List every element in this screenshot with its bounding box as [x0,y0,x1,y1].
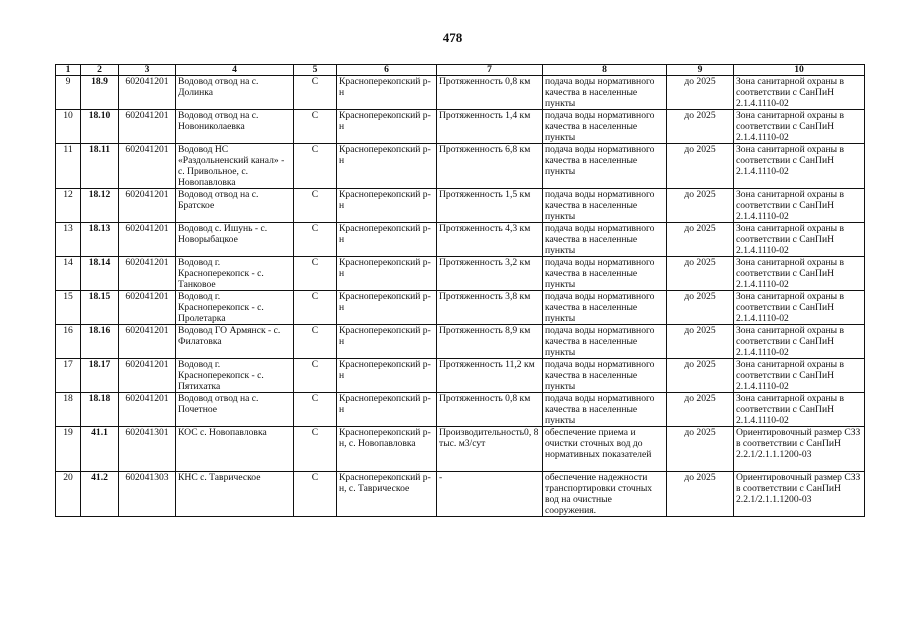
object-characteristic: Протяженность 4,3 км [437,223,543,257]
table-row [56,76,865,110]
object-term: до 2025 [667,325,734,359]
row-number: 19 [56,427,81,472]
table-row [56,257,865,291]
object-name: Водовод отвод на с. Новониколаевка [176,110,294,144]
object-zone: Зона санитарной охраны в соответствии с СанПиН 2.1.4.1110-02 [734,257,865,291]
object-characteristic: Протяженность 0,8 км [437,76,543,110]
object-location: Красноперекопский р-н, с. Таврическое [337,472,437,517]
column-header: 3 [119,65,176,76]
table-header [56,65,865,76]
table-row [56,359,865,393]
table-row [56,223,865,257]
object-term: до 2025 [667,144,734,189]
object-code: 41.1 [81,427,119,472]
object-zone: Зона санитарной охраны в соответствии с СанПиН 2.1.4.1110-02 [734,76,865,110]
table-row [56,291,865,325]
table-row [56,110,865,144]
row-number: 16 [56,325,81,359]
object-purpose: подача воды нормативного качества в населенные пункты [543,223,667,257]
object-characteristic: Протяженность 1,5 км [437,189,543,223]
column-header: 9 [667,65,734,76]
object-code: 18.14 [81,257,119,291]
object-characteristic: - [437,472,543,517]
object-location: Красноперекопский р-н [337,257,437,291]
object-characteristic: Протяженность 1,4 км [437,110,543,144]
object-status: С [294,257,337,291]
object-purpose: подача воды нормативного качества в населенные пункты [543,291,667,325]
object-purpose: подача воды нормативного качества в населенные пункты [543,393,667,427]
object-status: С [294,223,337,257]
object-code: 18.13 [81,223,119,257]
object-zone: Зона санитарной охраны в соответствии с СанПиН 2.1.4.1110-02 [734,223,865,257]
object-name: Водовод отвод на с. Братское [176,189,294,223]
object-code: 18.12 [81,189,119,223]
object-code: 18.18 [81,393,119,427]
object-status: С [294,144,337,189]
row-number: 10 [56,110,81,144]
object-purpose: подача воды нормативного качества в населенные пункты [543,76,667,110]
object-characteristic: Протяженность 3,2 км [437,257,543,291]
page-number: 478 [442,30,463,45]
object-name: Водовод г. Красноперекопск - с. Танковое [176,257,294,291]
object-classifier: 602041301 [119,427,176,472]
object-status: С [294,325,337,359]
object-characteristic: Протяженность 11,2 км [437,359,543,393]
object-code: 18.15 [81,291,119,325]
column-header: 8 [543,65,667,76]
row-number: 13 [56,223,81,257]
object-classifier: 602041201 [119,325,176,359]
object-name: Водовод отвод на с. Почетное [176,393,294,427]
object-location: Красноперекопский р-н [337,76,437,110]
object-zone: Зона санитарной охраны в соответствии с СанПиН 2.1.4.1110-02 [734,110,865,144]
object-term: до 2025 [667,359,734,393]
row-number: 14 [56,257,81,291]
object-location: Красноперекопский р-н [337,325,437,359]
object-name: Водовод отвод на с. Долинка [176,76,294,110]
object-characteristic: Производительность0, 8 тыс. м3/сут [437,427,543,472]
object-term: до 2025 [667,472,734,517]
column-header: 6 [337,65,437,76]
row-number: 15 [56,291,81,325]
object-location: Красноперекопский р-н [337,110,437,144]
object-location: Красноперекопский р-н [337,359,437,393]
object-classifier: 602041201 [119,393,176,427]
table-row [56,472,865,517]
object-location: Красноперекопский р-н [337,291,437,325]
table-row [56,393,865,427]
column-header: 10 [734,65,865,76]
objects-table [55,64,865,517]
object-code: 18.11 [81,144,119,189]
object-term: до 2025 [667,76,734,110]
object-classifier: 602041201 [119,110,176,144]
column-header: 2 [81,65,119,76]
object-zone: Зона санитарной охраны в соответствии с СанПиН 2.1.4.1110-02 [734,144,865,189]
object-zone: Ориентировочный размер СЗЗ в соответствии с СанПиН 2.2.1/2.1.1.1200-03 [734,427,865,472]
object-classifier: 602041201 [119,359,176,393]
object-purpose: подача воды нормативного качества в населенные пункты [543,359,667,393]
object-classifier: 602041201 [119,223,176,257]
table-row [56,144,865,189]
object-purpose: подача воды нормативного качества в населенные пункты [543,257,667,291]
object-status: С [294,291,337,325]
object-code: 18.17 [81,359,119,393]
object-characteristic: Протяженность 6,8 км [437,144,543,189]
object-zone: Зона санитарной охраны в соответствии с СанПиН 2.1.4.1110-02 [734,291,865,325]
column-header: 1 [56,65,81,76]
object-zone: Зона санитарной охраны в соответствии с СанПиН 2.1.4.1110-02 [734,393,865,427]
object-term: до 2025 [667,257,734,291]
object-zone: Зона санитарной охраны в соответствии с СанПиН 2.1.4.1110-02 [734,325,865,359]
object-status: С [294,110,337,144]
row-number: 17 [56,359,81,393]
row-number: 20 [56,472,81,517]
object-location: Красноперекопский р-н [337,393,437,427]
object-status: С [294,393,337,427]
object-term: до 2025 [667,189,734,223]
object-characteristic: Протяженность 8,9 км [437,325,543,359]
object-zone: Зона санитарной охраны в соответствии с СанПиН 2.1.4.1110-02 [734,359,865,393]
object-purpose: подача воды нормативного качества в населенные пункты [543,144,667,189]
object-location: Красноперекопский р-н, с. Новопавловка [337,427,437,472]
row-number: 9 [56,76,81,110]
object-code: 18.16 [81,325,119,359]
column-header: 5 [294,65,337,76]
column-header: 7 [437,65,543,76]
object-location: Красноперекопский р-н [337,223,437,257]
object-purpose: подача воды нормативного качества в населенные пункты [543,325,667,359]
object-term: до 2025 [667,223,734,257]
object-classifier: 602041303 [119,472,176,517]
object-classifier: 602041201 [119,189,176,223]
object-name: КОС с. Новопавловка [176,427,294,472]
object-classifier: 602041201 [119,291,176,325]
object-zone: Зона санитарной охраны в соответствии с СанПиН 2.1.4.1110-02 [734,189,865,223]
row-number: 18 [56,393,81,427]
object-location: Красноперекопский р-н [337,144,437,189]
object-purpose: подача воды нормативного качества в населенные пункты [543,189,667,223]
object-status: С [294,189,337,223]
object-status: С [294,472,337,517]
row-number: 11 [56,144,81,189]
object-purpose: обеспечение надежности транспортировки сточных вод на очистные сооружения. [543,472,667,517]
object-term: до 2025 [667,291,734,325]
object-zone: Ориентировочный размер СЗЗ в соответствии с СанПиН 2.2.1/2.1.1.1200-03 [734,472,865,517]
object-status: С [294,359,337,393]
object-code: 41.2 [81,472,119,517]
object-name: Водовод г. Красноперекопск - с. Пятихатка [176,359,294,393]
table-body [56,76,865,517]
object-term: до 2025 [667,427,734,472]
object-code: 18.9 [81,76,119,110]
object-purpose: обеспечение приема и очистки сточных вод до нормативных показателей [543,427,667,472]
object-name: Водовод с. Ишунь - с. Новорыбацкое [176,223,294,257]
object-location: Красноперекопский р-н [337,189,437,223]
object-term: до 2025 [667,110,734,144]
object-classifier: 602041201 [119,257,176,291]
object-classifier: 602041201 [119,76,176,110]
object-classifier: 602041201 [119,144,176,189]
table-row [56,189,865,223]
object-name: Водовод г. Красноперекопск - с. Пролетарка [176,291,294,325]
object-characteristic: Протяженность 0,8 км [437,393,543,427]
object-name: Водовод НС «Раздольненский канал» - с. Привольное, с. Новопавловка [176,144,294,189]
object-status: С [294,427,337,472]
object-status: С [294,76,337,110]
table-row [56,427,865,472]
object-code: 18.10 [81,110,119,144]
column-header: 4 [176,65,294,76]
object-purpose: подача воды нормативного качества в населенные пункты [543,110,667,144]
row-number: 12 [56,189,81,223]
table-row [56,325,865,359]
object-name: КНС с. Таврическое [176,472,294,517]
object-term: до 2025 [667,393,734,427]
object-characteristic: Протяженность 3,8 км [437,291,543,325]
object-name: Водовод ГО Армянск - с. Филатовка [176,325,294,359]
